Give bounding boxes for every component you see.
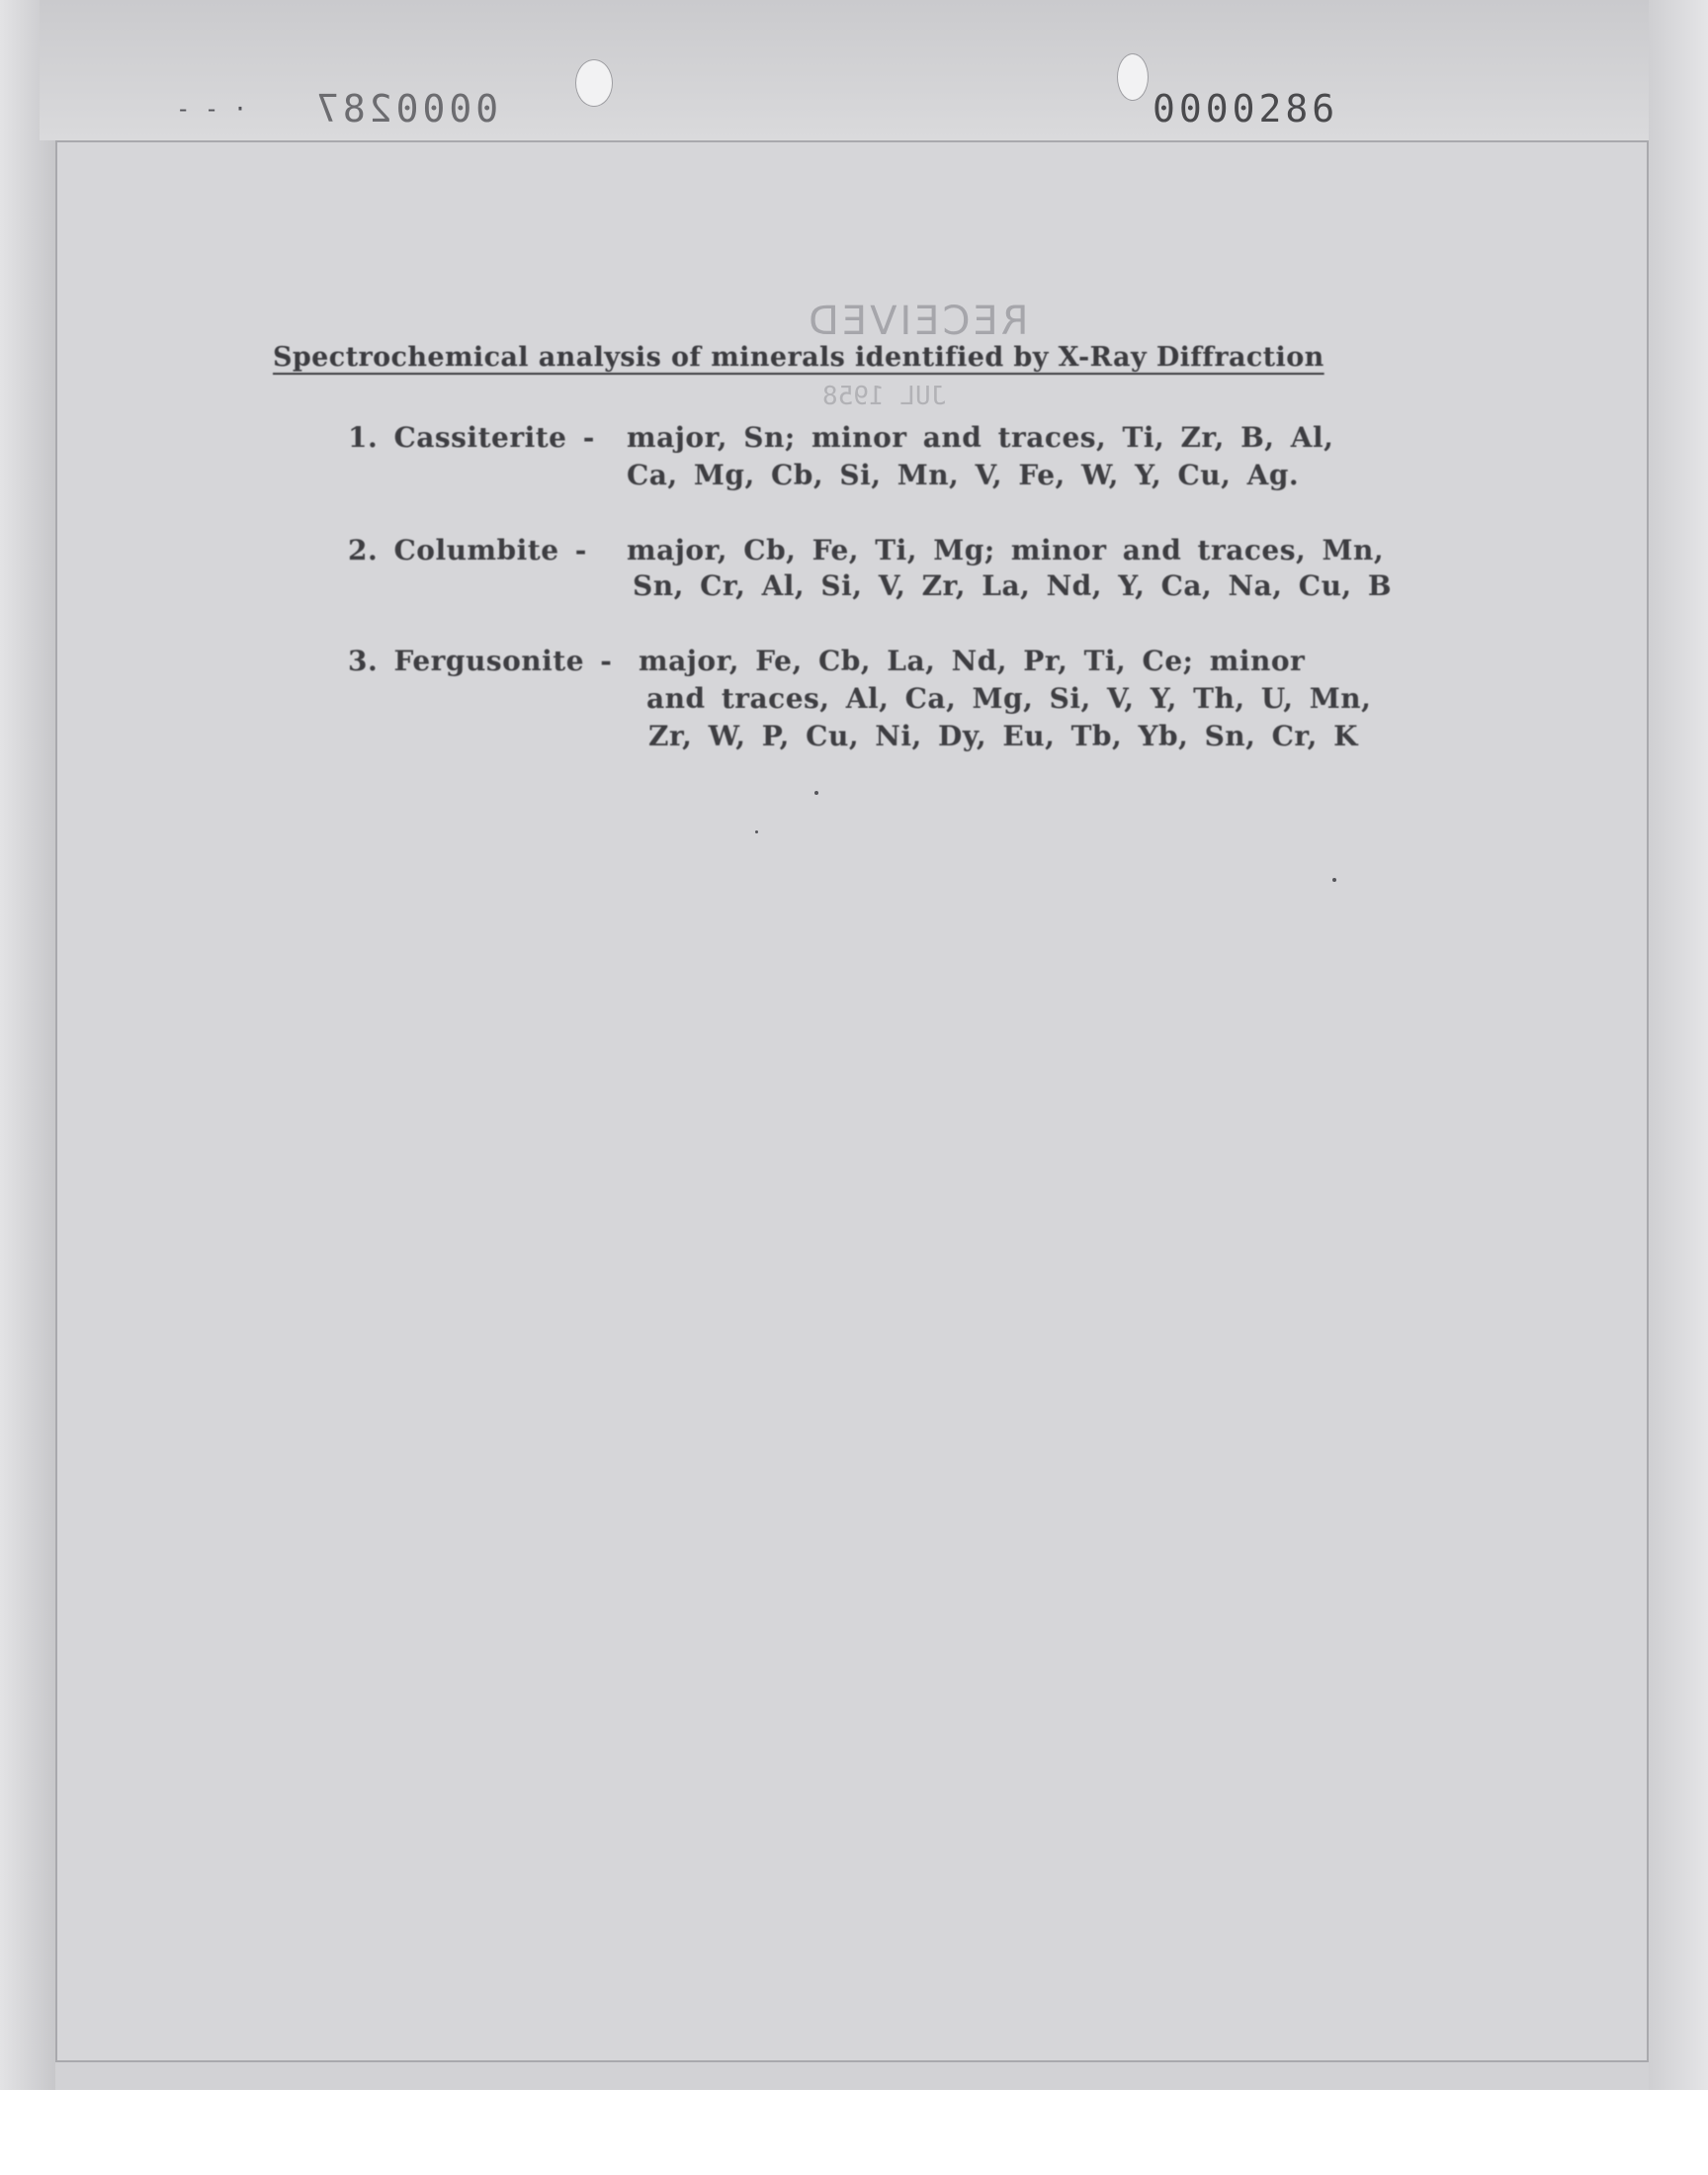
entry-label: 1. Cassiterite -	[348, 421, 595, 454]
top-strip	[40, 0, 1661, 140]
dash-mark: - - ·	[176, 95, 248, 123]
stamp-date: JUL 1958	[822, 382, 947, 411]
doc-number: 0000286	[1153, 87, 1339, 130]
entry-label: 3. Fergusonite -	[348, 645, 613, 677]
entry-line: major, Sn; minor and traces, Ti, Zr, B, Al,	[627, 421, 1334, 454]
received-stamp: RECEIVED	[806, 299, 1029, 344]
entry-line: major, Fe, Cb, La, Nd, Pr, Ti, Ce; minor	[639, 645, 1306, 677]
page-heading: Spectrochemical analysis of minerals identified by X-Ray Diffraction	[273, 342, 1324, 373]
entry-line: Ca, Mg, Cb, Si, Mn, V, Fe, W, Y, Cu, Ag.	[627, 459, 1300, 491]
scan-speck	[755, 830, 758, 833]
punch-hole-right	[1117, 53, 1149, 101]
entry-line: major, Cb, Fe, Ti, Mg; minor and traces, Mn,	[627, 534, 1385, 566]
punch-hole-left	[575, 59, 613, 107]
scan-speck	[1332, 878, 1336, 882]
doc-number-mirrored: 0000287	[312, 87, 499, 130]
scan-speck	[814, 791, 818, 795]
entry-line: Zr, W, P, Cu, Ni, Dy, Eu, Tb, Yb, Sn, Cr, K	[648, 720, 1358, 752]
entry-line: and traces, Al, Ca, Mg, Si, V, Y, Th, U, Mn,	[646, 682, 1372, 715]
entry-line: Sn, Cr, Al, Si, V, Zr, La, Nd, Y, Ca, Na, Cu, B	[633, 569, 1393, 602]
entry-label: 2. Columbite -	[348, 534, 587, 566]
